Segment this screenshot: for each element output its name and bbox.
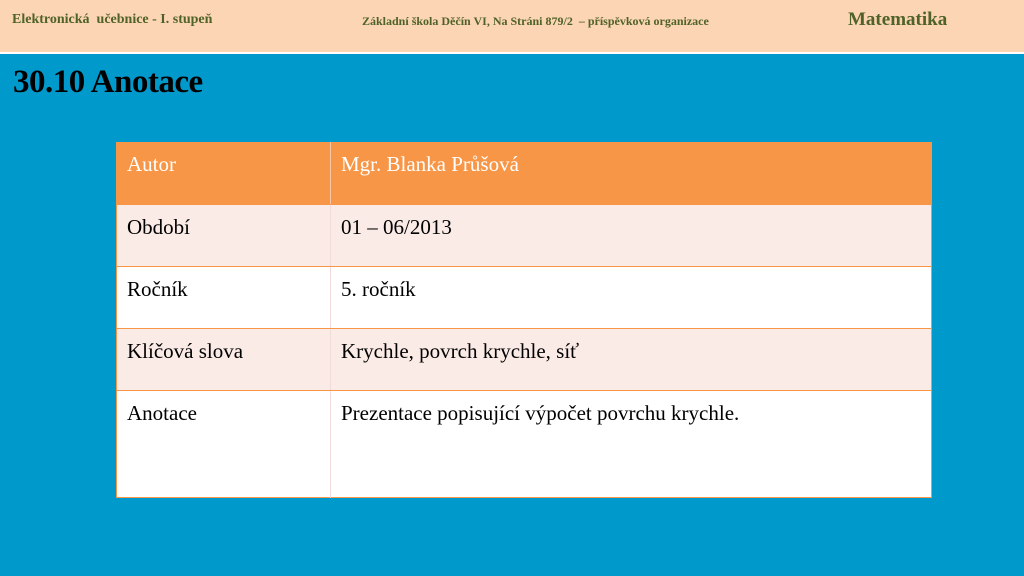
row-label: Období — [117, 205, 331, 267]
row-value: Prezentace popisující výpočet povrchu krychle. — [331, 391, 932, 498]
header-subject: Matematika — [848, 9, 948, 30]
row-value: 01 – 06/2013 — [331, 205, 932, 267]
table-row-annotation — [117, 391, 932, 498]
table-row-grade — [117, 267, 932, 329]
header-left-text: Elektronická učebnice - I. stupeň — [12, 12, 213, 27]
page-title: 30.10 Anotace — [13, 64, 203, 100]
table-row-period — [117, 205, 932, 267]
header-center-text: Základní škola Děčín VI, Na Stráni 879/2 – příspěvková organizace — [362, 14, 709, 28]
row-label: Ročník — [117, 267, 331, 329]
row-value: 5. ročník — [331, 267, 932, 329]
header-bar — [0, 0, 1024, 54]
row-label: Autor — [117, 143, 331, 205]
annotation-table — [116, 142, 932, 498]
row-value: Mgr. Blanka Průšová — [331, 143, 932, 205]
table-row-author — [117, 143, 932, 205]
table-row-keywords — [117, 329, 932, 391]
row-value: Krychle, povrch krychle, síť — [331, 329, 932, 391]
row-label: Klíčová slova — [117, 329, 331, 391]
row-label: Anotace — [117, 391, 331, 498]
